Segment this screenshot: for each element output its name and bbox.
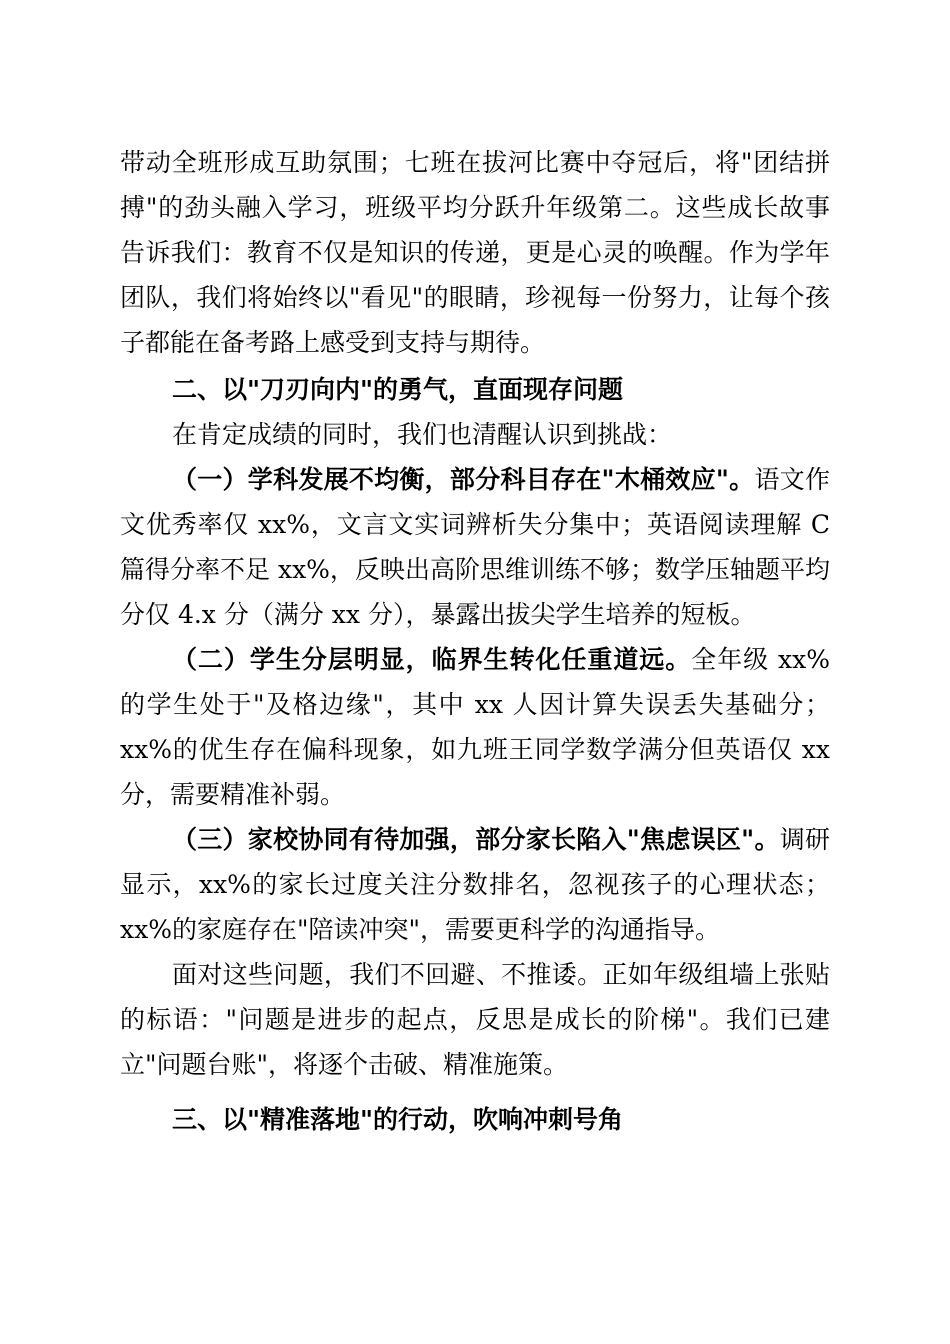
section-heading-two: 二、以"刀刃向内"的勇气，直面现存问题	[172, 375, 624, 404]
paragraph-issue-two	[120, 637, 830, 817]
section-heading-three: 三、以"精准落地"的行动，吹响冲刺号角	[172, 1105, 624, 1134]
issue-three-title: （三）家校协同有待加强，部分家长陷入"焦虑误区"。	[172, 825, 780, 854]
issue-two-body: 全年级 xx%的学生处于"及格边缘"，其中 xx 人因计算失误丢失基础分；xx%的优生存在偏科现象，如九班王同学数学满分但英语仅 xx 分，需要精准补弱。	[120, 645, 830, 809]
paragraph-closing: 面对这些问题，我们不回避、不推诿。正如年级组墙上张贴的标语："问题是进步的起点，反思是成长的阶梯"。我们已建立"问题台账"，将逐个击破、精准施策。	[120, 960, 830, 1079]
paragraph-continued: 带动全班形成互助氛围；七班在拔河比赛中夺冠后，将"团结拼搏"的劲头融入学习，班级平均分跃升年级第二。这些成长故事告诉我们：教育不仅是知识的传递，更是心灵的唤醒。作为学年团队，我们将始终以"看见"的眼睛，珍视每一份努力，让每个孩子都能在备考路上感受到支持与期待。	[120, 148, 830, 357]
issue-one-body: 语文作文优秀率仅 xx%，文言文实词辨析失分集中；英语阅读理解 C 篇得分率不足 xx%，反映出高阶思维训练不够；数学压轴题平均分仅 4.x 分（满分 xx 分），暴露出拔尖学生培养的短板。	[120, 465, 830, 629]
paragraph-issue-three	[120, 817, 830, 952]
document-body	[120, 140, 830, 1142]
paragraph-issue-one	[120, 457, 830, 637]
issue-three-body: 调研显示，xx%的家长过度关注分数排名，忽视孩子的心理状态；xx%的家庭存在"陪读冲突"，需要更科学的沟通指导。	[120, 825, 830, 944]
issue-one-title: （一）学科发展不均衡，部分科目存在"木桶效应"。	[172, 465, 755, 494]
issue-two-title: （二）学生分层明显，临界生转化任重道远。	[172, 645, 692, 674]
paragraph-intro: 在肯定成绩的同时，我们也清醒认识到挑战：	[172, 420, 673, 449]
